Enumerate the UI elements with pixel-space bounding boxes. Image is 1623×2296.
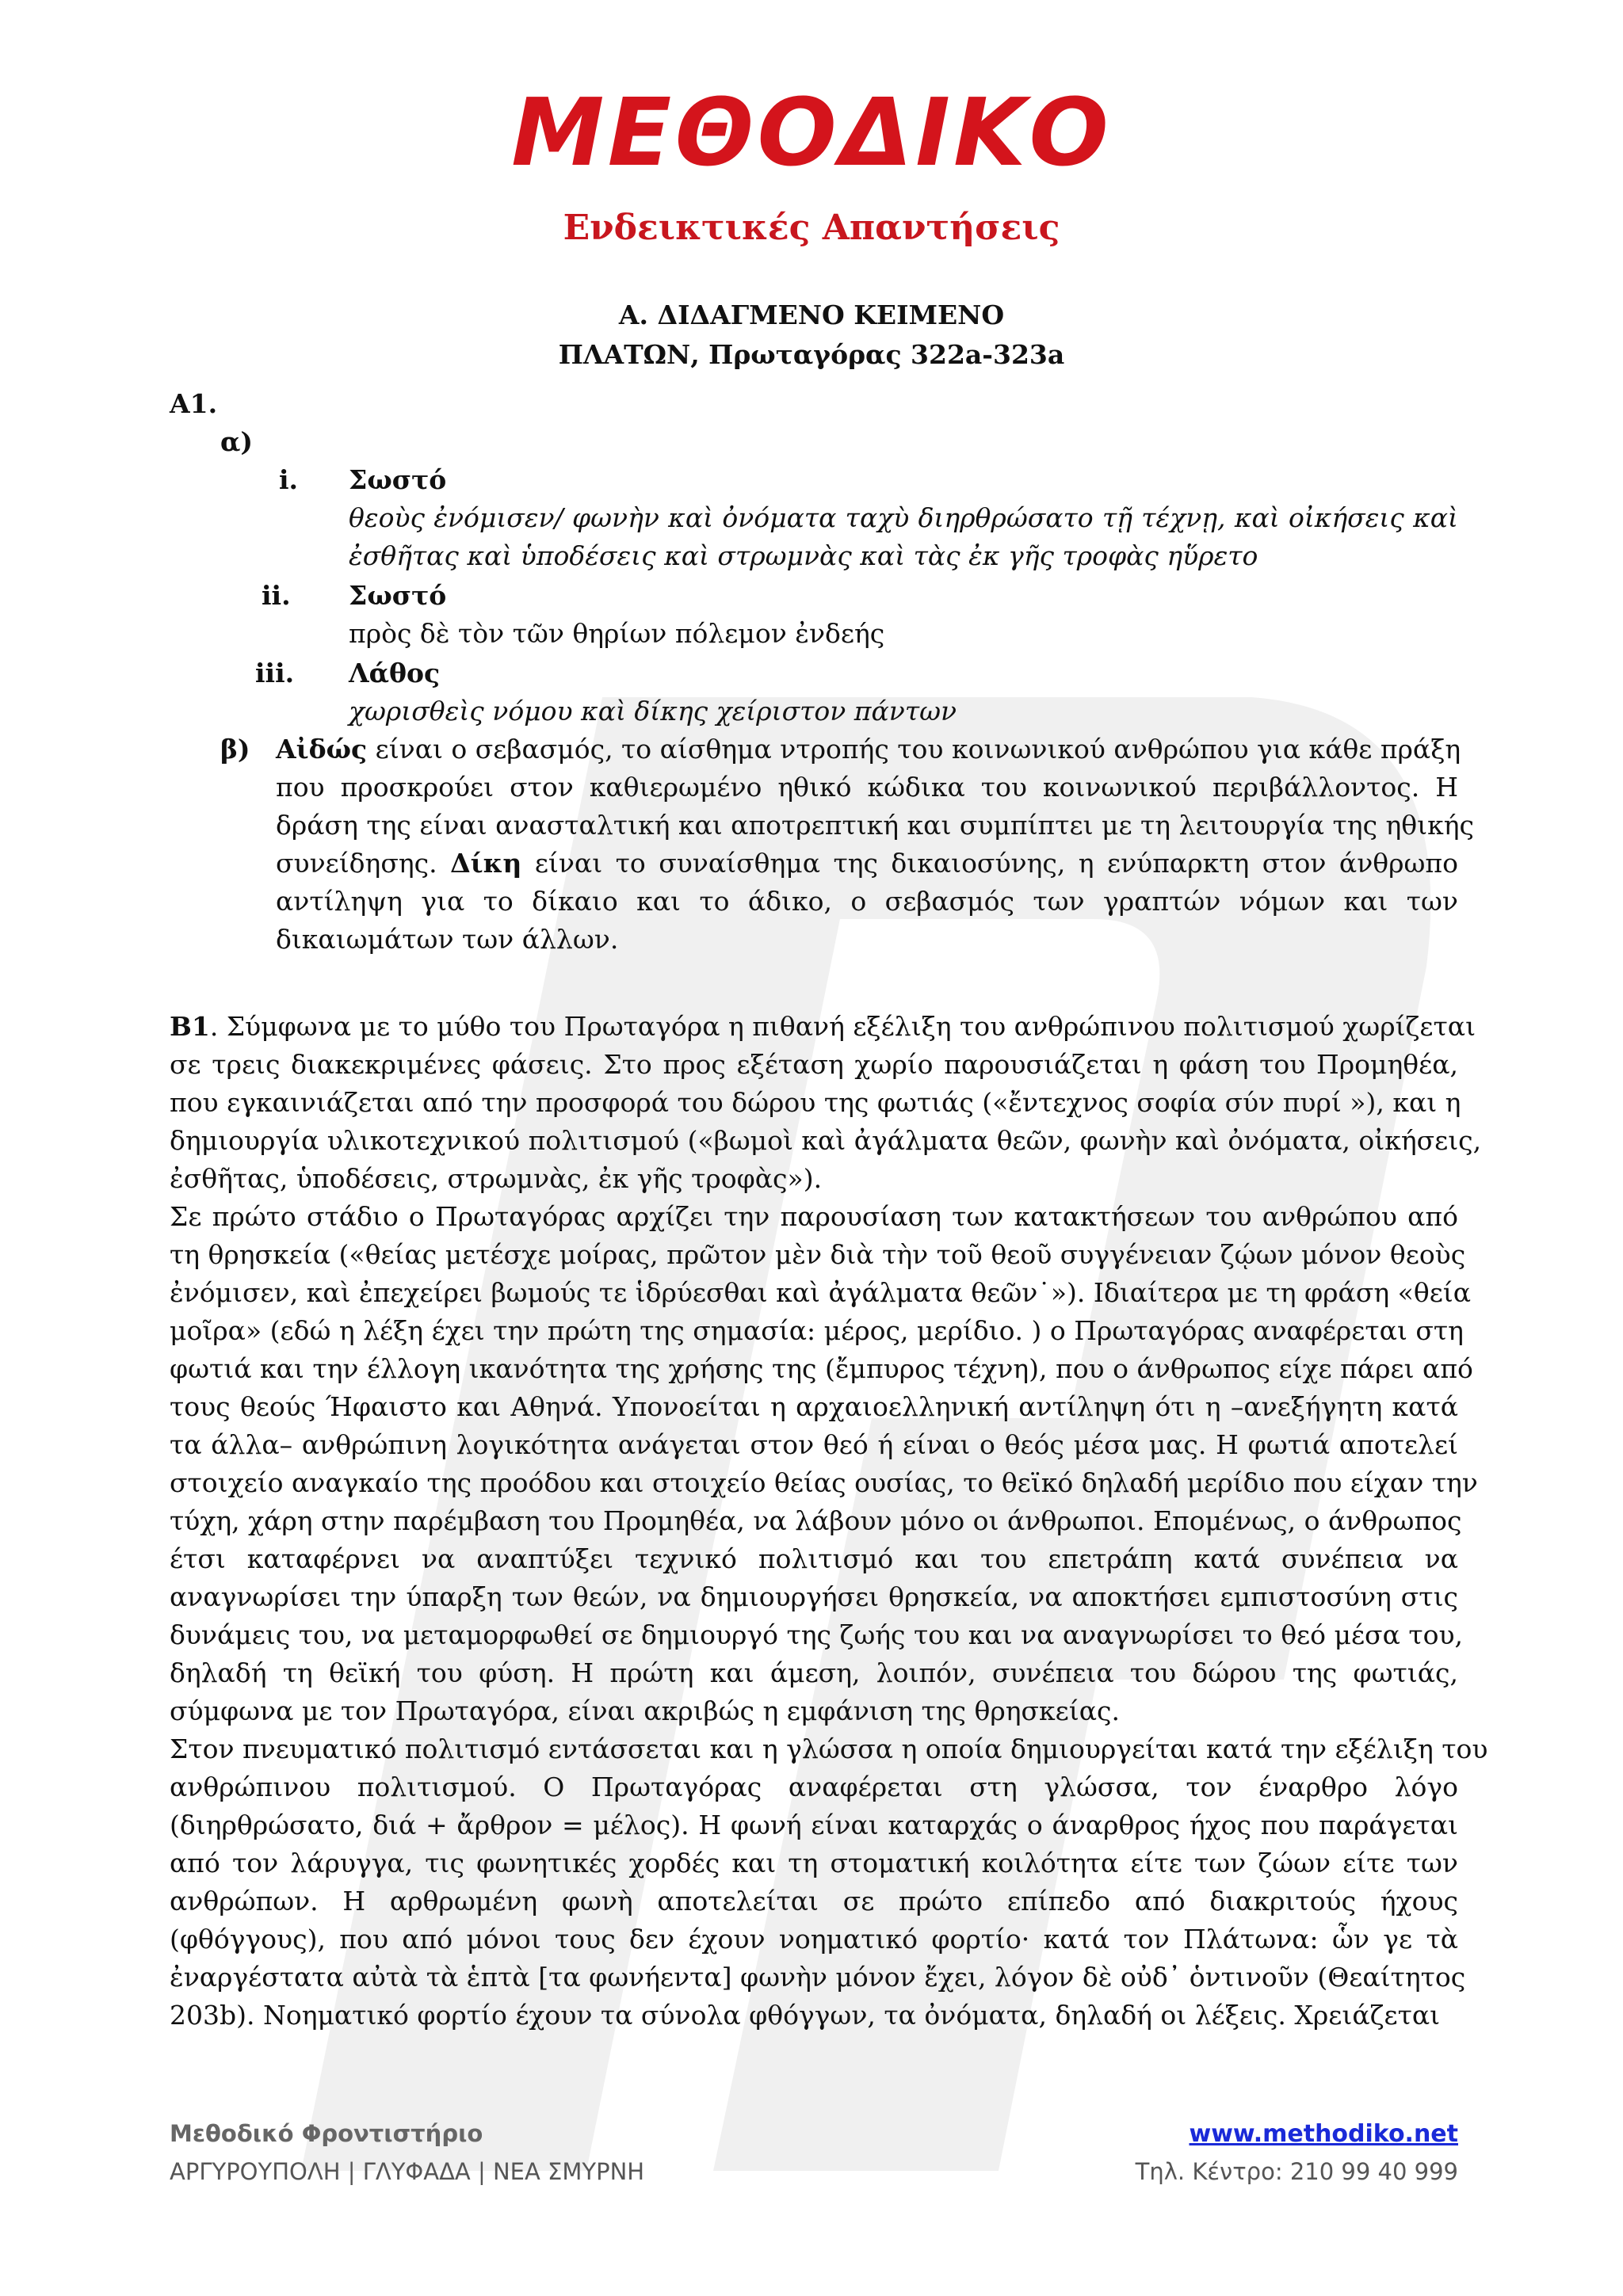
text-line: Αἰδώς είναι ο σεβασμός, το αίσθημα ντροπής του κοινωνικού ανθρώπου για κάθε πράξη (276, 734, 1461, 765)
quote-line: πρὸς δὲ τὸν τῶν θηρίων πόλεμον ἐνδεής (349, 618, 885, 649)
section-heading: Α. ΔΙΔΑΓΜΕΝΟ ΚΕΙΜΕΝΟ (618, 299, 1005, 330)
question-label-a1: Α1. (170, 388, 218, 419)
text-line: αντίληψη για το δίκαιο και το άδικο, ο σεβασμός των γραπτών νόμων και των (276, 886, 1458, 917)
text-line: ἐσθῆτας, ὑποδέσεις, στρωμνὰς, ἐκ γῆς τροφὰς»). (170, 1163, 823, 1194)
item-number: i. (279, 464, 299, 495)
text-line: δυνάμεις του, να μεταμορφωθεί σε δημιουργό της ζωής του και να αναγνωρίσει το θεό μέσα του, (170, 1619, 1464, 1650)
text-line: Στον πνευματικό πολιτισμό εντάσσεται και η γλώσσα η οποία δημιουργείται κατά την εξέλιξη του (170, 1733, 1488, 1764)
text-line: φωτιά και την έλλογη ικανότητα της χρήσης της (ἔμπυρος τέχνη), που ο άνθρωπος είχε πάρει από (170, 1353, 1473, 1384)
website-link[interactable]: www.methodiko.net (1189, 2120, 1458, 2148)
text-line: ανθρώπων. Η αρθρωμένη φωνὴ αποτελείται σε πρώτο επίπεδο από διακριτούς ήχους (170, 1886, 1458, 1917)
text-line: από τον λάρυγγα, τις φωνητικές χορδές και τη στοματική κοιλότητα είτε των ζώων είτε των (170, 1848, 1458, 1878)
quote-line: χωρισθεὶς νόμου καὶ δίκης χείριστον πάντων (349, 696, 957, 727)
text-line: σε τρεις διακεκριμένες φάσεις. Στο προς εξέταση χωρίο παρουσιάζεται η φάση του Προμηθέα, (170, 1049, 1458, 1080)
text-line: τη θρησκεία («θείας μετέσχε μοίρας, πρῶτον μὲν διὰ τὴν τοῦ θεοῦ συγγένειαν ζῴων μόνον θεοὺς (170, 1239, 1466, 1270)
text-line: που προσκρούει στον καθιερωμένο ηθικό κώδικα του κοινωνικού περιβάλλοντος. Η (276, 772, 1458, 803)
question-label-b1: Β1 (170, 1011, 210, 1042)
item-verdict: Σωστό (349, 464, 447, 495)
text-line: δημιουργία υλικοτεχνικού πολιτισμού («βωμοὶ καὶ ἀγάλματα θεῶν, φωνὴν καὶ ὀνόματα, οἰκήσεις, (170, 1125, 1482, 1156)
text-line: σύμφωνα με τον Πρωταγόρα, είναι ακριβώς η εμφάνιση της θρησκείας. (170, 1695, 1120, 1726)
text-line: τύχη, χάρη στην παρέμβαση του Προμηθέα, να λάβουν μόνο οι άνθρωποι. Επομένως, ο άνθρωπος (170, 1505, 1462, 1536)
text-line: 203b). Νοηματικό φορτίο έχουν τα σύνολα φθόγγων, τα ὀνόματα, δηλαδή οι λέξεις. Χρειάζεται (170, 2000, 1441, 2031)
page-subtitle: Ενδεικτικές Απαντήσεις (563, 208, 1060, 248)
text-line: ἐνόμισεν, καὶ ἐπεχείρει βωμούς τε ἱδρύεσθαι καὶ ἀγάλματα θεῶν˙»). Ιδιαίτερα με τη φράση «θεία (170, 1277, 1472, 1308)
subquestion-alpha-label: α) (220, 426, 254, 457)
text-line: συνείδησης. Δίκη είναι το συναίσθημα της δικαιοσύνης, η ενύπαρκτη στον άνθρωπο (276, 848, 1458, 879)
item-verdict: Σωστό (349, 580, 447, 611)
text-line: Β1. Σύμφωνα με το μύθο του Πρωταγόρα η πιθανή εξέλιξη του ανθρώπινου πολιτισμού χωρίζεται (170, 1011, 1476, 1042)
text-line: μοῖρα» (εδώ η λέξη έχει την πρώτη της σημασία: μέρος, μερίδιο. ) ο Πρωταγόρας αναφέρεται στη (170, 1315, 1464, 1346)
text-line: (φθόγγους), που από μόνοι τους δεν έχουν νοηματικό φορτίο· κατά τον Πλάτωνα: ὧν γε τὰ (170, 1924, 1458, 1955)
footer-phone: Τηλ. Κέντρο: 210 99 40 999 (1135, 2158, 1458, 2185)
text-line: που εγκαινιάζεται από την προσφορά του δώρου της φωτιάς («ἔντεχνος σοφία σύν πυρί »), και η (170, 1087, 1461, 1118)
text-line: ἐναργέστατα αὐτὰ τὰ ἑπτὰ [τα φωνήεντα] φωνὴν μόνον ἔχει, λόγον δὲ οὐδ᾽ ὁντινοῦν (Θεαίτητος (170, 1962, 1466, 1993)
text-line: δικαιωμάτων των άλλων. (276, 924, 619, 955)
text-line: τους θεούς Ήφαιστο και Αθηνά. Υπονοείται η αρχαιοελληνική αντίληψη ότι η –ανεξήγητη κατά (170, 1391, 1458, 1422)
footer-org: Μεθοδικό Φροντιστήριο (170, 2120, 483, 2147)
item-quote (349, 499, 1458, 575)
quote-line: ἐσθῆτας καὶ ὑποδέσεις καὶ στρωμνὰς καὶ τὰς ἐκ γῆς τροφὰς ηὕρετο (349, 540, 1258, 571)
text-line: αναγνωρίσει την ύπαρξη των θεών, να δημιουργήσει θρησκεία, να αποκτήσει εμπιστοσύνη στις (170, 1581, 1458, 1612)
text-line: ανθρώπινου πολιτισμού. Ο Πρωταγόρας αναφέρεται στη γλώσσα, τον έναρθρο λόγο (170, 1772, 1458, 1802)
term-dike: Δίκη (450, 848, 522, 879)
quote-line: θεοὺς ἐνόμισεν/ φωνὴν καὶ ὀνόματα ταχὺ διηρθρώσατο τῇ τέχνῃ, καὶ οἰκήσεις καὶ (349, 502, 1458, 533)
subquestion-beta-label: β) (220, 734, 250, 765)
text-line: Σε πρώτο στάδιο ο Πρωταγόρας αρχίζει την παρουσίαση των κατακτήσεων του ανθρώπου από (170, 1201, 1458, 1232)
text-line: (διηρθρώσατο, διά + ἄρθρον = μέλος). Η φωνή είναι καταρχάς ο άναρθρος ήχος που παράγεται (170, 1810, 1458, 1840)
text-line: έτσι καταφέρνει να αναπτύξει τεχνικό πολιτισμό και του επετράπη κατά συνέπεια να (170, 1543, 1458, 1574)
item-verdict: Λάθος (349, 658, 441, 688)
source-heading: ΠΛΑΤΩΝ, Πρωταγόρας 322a-323a (558, 339, 1065, 370)
text-line: δηλαδή τη θεϊκή του φύση. Η πρώτη και άμεση, λοιπόν, συνέπεια του δώρου της φωτιάς, (170, 1657, 1458, 1688)
item-number: ii. (262, 580, 291, 611)
b1-answer (170, 1008, 1488, 2035)
item-number: iii. (255, 658, 295, 688)
text-line: τα άλλα– ανθρώπινη λογικότητα ανάγεται στον θεό ή είναι ο θεός μέσα μας. Η φωτιά αποτελεί (170, 1429, 1458, 1460)
text-line: δράση της είναι ανασταλτική και αποτρεπτική και συμπίπτει με τη λειτουργία της ηθικής (276, 810, 1474, 841)
beta-answer (276, 730, 1474, 959)
footer-branches: ΑΡΓΥΡΟΥΠΟΛΗ | ΓΛΥΦΑΔΑ | ΝΕΑ ΣΜΥΡΝΗ (170, 2158, 645, 2185)
brand-logo: ΜΕΘΟΔΙΚΟ (511, 78, 1112, 187)
term-aidos: Αἰδώς (276, 734, 368, 765)
text-line: στοιχείο αναγκαίο της προόδου και στοιχείο θείας ουσίας, το θεϊκό δηλαδή μερίδιο που είχαν την (170, 1467, 1478, 1498)
